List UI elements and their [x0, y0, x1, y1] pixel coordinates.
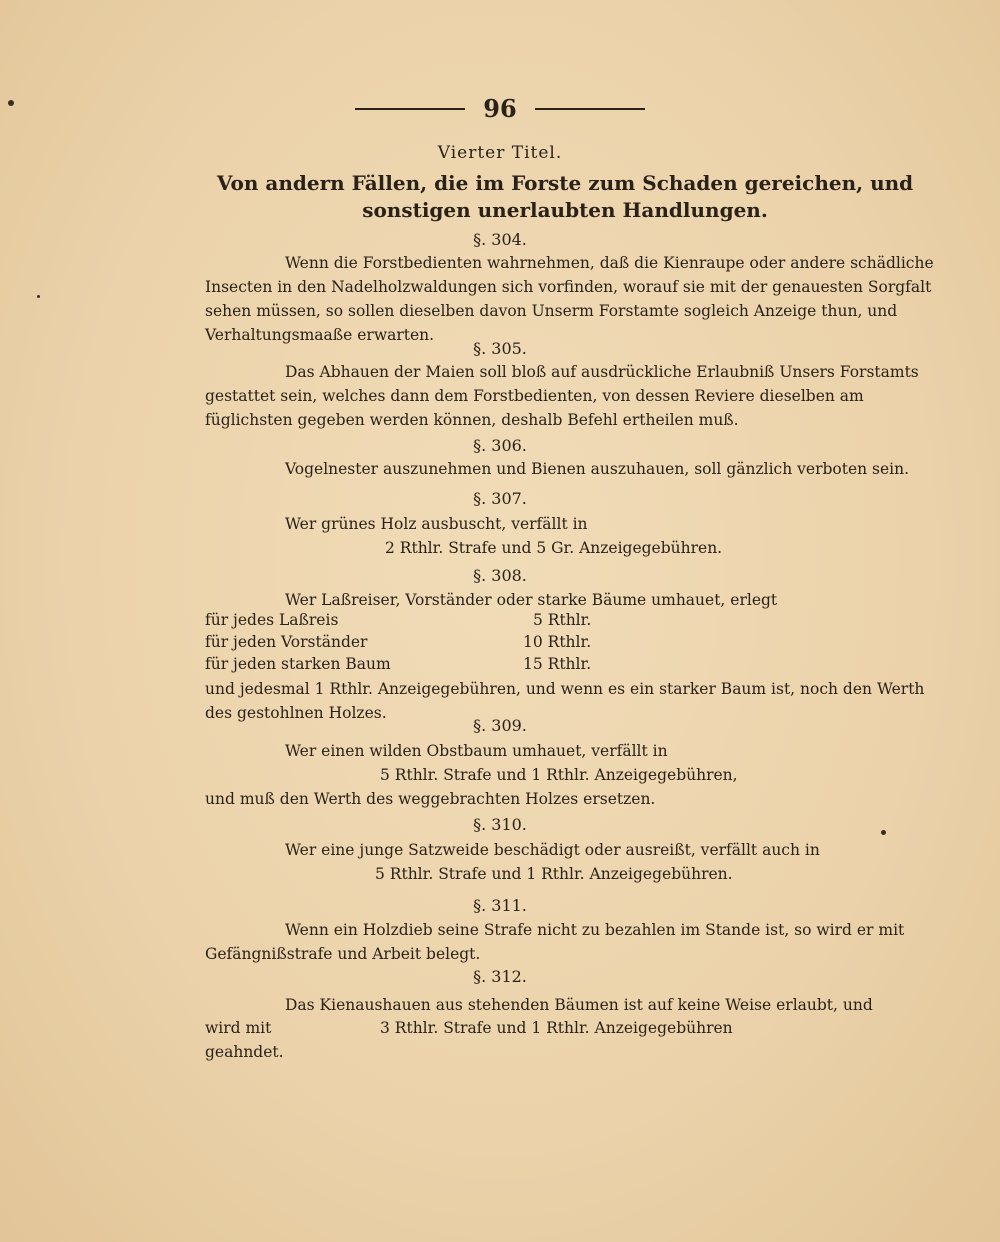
fine-amount: 5 Rthlr. — [533, 611, 592, 629]
paragraph-312-line3: geahndet. — [205, 1043, 284, 1061]
header-rule-left — [355, 108, 465, 110]
paragraph-312-line2b: 3 Rthlr. Strafe und 1 Rthlr. Anzeigegebühren — [380, 1019, 733, 1037]
section-mark-305: §. 305. — [473, 339, 527, 358]
paragraph-308-intro: Wer Laßreiser, Vorständer oder starke Bäume umhauet, erlegt — [285, 591, 778, 609]
fine-label: für jeden Vorständer — [205, 633, 368, 651]
paragraph-309-line1: Wer einen wilden Obstbaum umhauet, verfällt in — [285, 742, 668, 760]
section-mark-304: §. 304. — [473, 230, 527, 249]
paragraph-312-line1: Das Kienaushauen aus stehenden Bäumen ist auf keine Weise erlaubt, und — [285, 996, 873, 1014]
page-header — [0, 94, 1000, 123]
section-mark-310: §. 310. — [473, 815, 527, 834]
chapter-sub-heading: Vierter Titel. — [437, 143, 563, 163]
paragraph-305: Das Abhauen der Maien soll bloß auf ausdrückliche Erlaubniß Unsers Forstamts gestattet sein, welches dann dem Forstbedienten, von dessen Reviere dieselben am füglichsten gegeben werden können, deshalb Befehl ertheilen muß. — [205, 363, 919, 429]
paragraph-307-line2: 2 Rthlr. Strafe und 5 Gr. Anzeigegebühren. — [385, 539, 723, 557]
paper-speck — [8, 100, 14, 106]
fine-label: für jeden starken Baum — [205, 655, 391, 673]
section-mark-306: §. 306. — [473, 436, 527, 455]
paragraph-310-line1: Wer eine junge Satzweide beschädigt oder ausreißt, verfällt auch in — [285, 841, 820, 859]
paragraph-304: Wenn die Forstbedienten wahrnehmen, daß die Kienraupe oder andere schädliche Insecten in den Nadelholzwaldungen sich vorfinden, worauf sie mit der genauesten Sorgfalt sehen müssen, so sollen dieselben davon Unserm Forstamte sogleich Anzeige thun, und Verhaltungsmaaße erwarten. — [205, 254, 934, 344]
section-mark-309: §. 309. — [473, 716, 527, 735]
section-mark-307: §. 307. — [473, 489, 527, 508]
header-rule-right — [535, 108, 645, 110]
page-number: 96 — [483, 94, 517, 123]
paper-speck — [881, 830, 886, 835]
section-mark-311: §. 311. — [473, 896, 527, 915]
paragraph-308-outro: und jedesmal 1 Rthlr. Anzeigegebühren, und wenn es ein starker Baum ist, noch den Werth des gestohlnen Holzes. — [205, 680, 925, 722]
fine-label: für jedes Laßreis — [205, 611, 339, 629]
paragraph-309-line2: 5 Rthlr. Strafe und 1 Rthlr. Anzeigegebühren, — [380, 766, 738, 784]
fine-amount: 10 Rthlr. — [523, 633, 592, 651]
paragraph-310-line2: 5 Rthlr. Strafe und 1 Rthlr. Anzeigegebühren. — [375, 865, 733, 883]
paragraph-307-line1: Wer grünes Holz ausbuscht, verfällt in — [285, 515, 588, 533]
section-mark-312: §. 312. — [473, 967, 527, 986]
paper-speck — [37, 295, 40, 298]
fine-amount: 15 Rthlr. — [523, 655, 592, 673]
chapter-title: Von andern Fällen, die im Forste zum Schaden gereichen, und sonstigen unerlaubten Handlungen. — [216, 171, 914, 222]
paragraph-306: Vogelnester auszunehmen und Bienen auszuhauen, soll gänzlich verboten sein. — [285, 460, 910, 478]
paragraph-311: Wenn ein Holzdieb seine Strafe nicht zu bezahlen im Stande ist, so wird er mit Gefängnißstrafe und Arbeit belegt. — [205, 921, 905, 963]
paragraph-309-line3: und muß den Werth des weggebrachten Holzes ersetzen. — [205, 790, 656, 808]
section-mark-308: §. 308. — [473, 566, 527, 585]
paragraph-312-line2a: wird mit — [205, 1019, 272, 1037]
